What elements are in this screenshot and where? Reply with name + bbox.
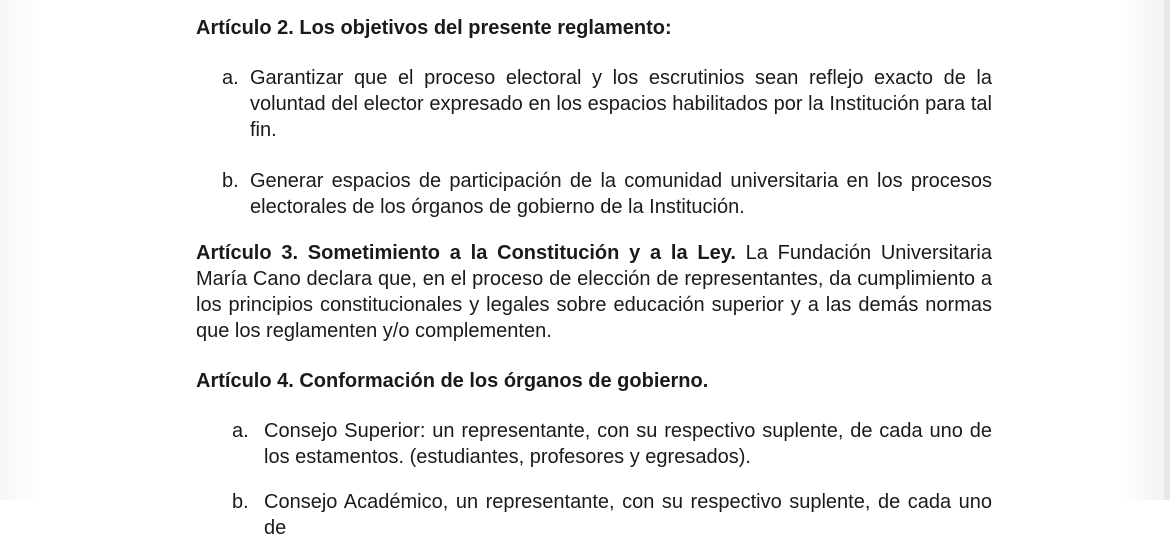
article-3-text: La Fundación Universitaria María Cano declara que, en el proceso de elección de representantes, da cumplimiento a los principios constitucionales y legales sobre educación superior y a las demás normas que los reglamenten y/o complementen. [196, 242, 992, 342]
item-text: Consejo Académico, un representante, con su respectivo suplente, de cada uno de [264, 491, 992, 539]
item-text: Consejo Superior: un representante, con su respectivo suplente, de cada uno de los estamentos. (estudiantes, profesores y egresados). [264, 420, 992, 468]
page-edge-shadow [1164, 0, 1170, 500]
item-marker: a. [232, 420, 249, 442]
article-4-item-b [232, 489, 992, 539]
article-2-item-b [222, 168, 992, 222]
item-text: Generar espacios de participación de la comunidad universitaria en los procesos electorales de los órganos de gobierno de la Institución. [250, 170, 992, 218]
article-2-item-a [222, 65, 992, 145]
item-text: Garantizar que el proceso electoral y los escrutinios sean reflejo exacto de la voluntad del elector expresado en los espacios habilitados por la Institución para tal fin. [250, 67, 992, 141]
item-marker: b. [222, 170, 239, 192]
item-marker: b. [232, 491, 249, 513]
article-3-heading: Artículo 3. Sometimiento a la Constitución y a la Ley. [196, 242, 736, 264]
article-3-paragraph [196, 240, 992, 344]
article-4-heading: Artículo 4. Conformación de los órganos de gobierno. [196, 370, 709, 392]
item-marker: a. [222, 67, 239, 89]
article-4-item-a [232, 418, 992, 472]
article-2-heading: Artículo 2. Los objetivos del presente reglamento: [196, 17, 672, 39]
